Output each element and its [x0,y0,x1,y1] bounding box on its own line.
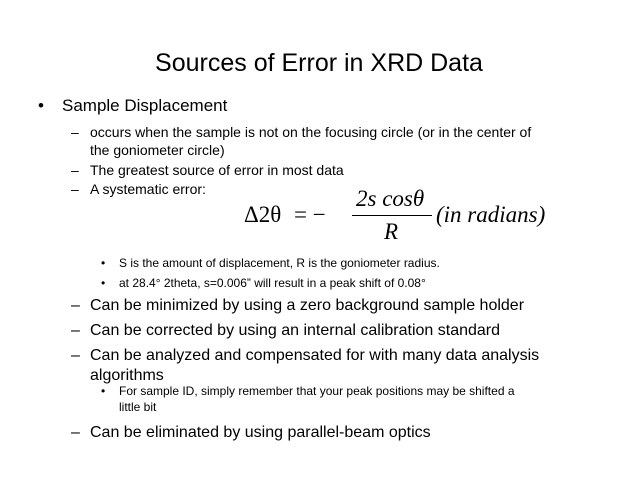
dash-marker: – [71,297,80,314]
sub-bullet-displacement-definition [71,123,541,159]
bullet-marker: • [101,276,106,290]
slide-title: Sources of Error in XRD Data [155,49,483,77]
formula-note-text: at 28.4° 2theta, s=0.006” will result in a peak shift of 0.08° [119,276,426,290]
sub-bullet-minimized [71,296,541,316]
sub-bullet-corrected [71,321,541,341]
dash-marker: – [71,322,80,339]
sub-bullet-text: The greatest source of error in most data [90,162,344,178]
dash-marker: – [71,124,79,140]
formula-numerator: 2s cosθ [356,186,425,211]
sub-bullet-analyzed [71,346,541,386]
dash-marker: – [71,347,80,364]
bullet-marker: • [38,96,44,115]
sub-bullet-text: Can be minimized by using a zero background sample holder [90,297,525,314]
formula-lhs: Δ2θ [244,202,282,227]
formula-note-definition [101,255,531,271]
formula-denominator: R [384,219,399,244]
formula-note-text: S is the amount of displacement, R is the goniometer radius. [119,256,440,270]
displacement-formula [244,186,544,246]
sub-bullet-eliminated [71,423,541,443]
bullet-marker: • [101,384,106,398]
sub-bullet-text: Can be analyzed and compensated for with many data analysis algorithms [90,347,540,384]
main-bullet-text: Sample Displacement [62,96,228,115]
analysis-note-text: For sample ID, simply remember that your peak positions may be shifted a little bit [119,384,515,414]
sub-bullet-text: A systematic error: [90,181,206,197]
fraction-bar [352,215,432,216]
dash-marker: – [71,424,80,441]
dash-marker: – [71,162,79,178]
bullet-marker: • [101,256,106,270]
formula-units: (in radians) [436,202,546,227]
formula-note-example [101,275,531,291]
formula-equals-minus: = − [294,202,326,227]
sub-bullet-text: occurs when the sample is not on the focusing circle (or in the center of the goniometer circle) [90,124,532,158]
dash-marker: – [71,181,79,197]
analysis-note [101,383,531,415]
sub-bullet-text: Can be eliminated by using parallel-beam optics [90,424,431,441]
sub-bullet-text: Can be corrected by using an internal calibration standard [90,322,501,339]
sub-bullet-greatest-source [71,161,541,179]
